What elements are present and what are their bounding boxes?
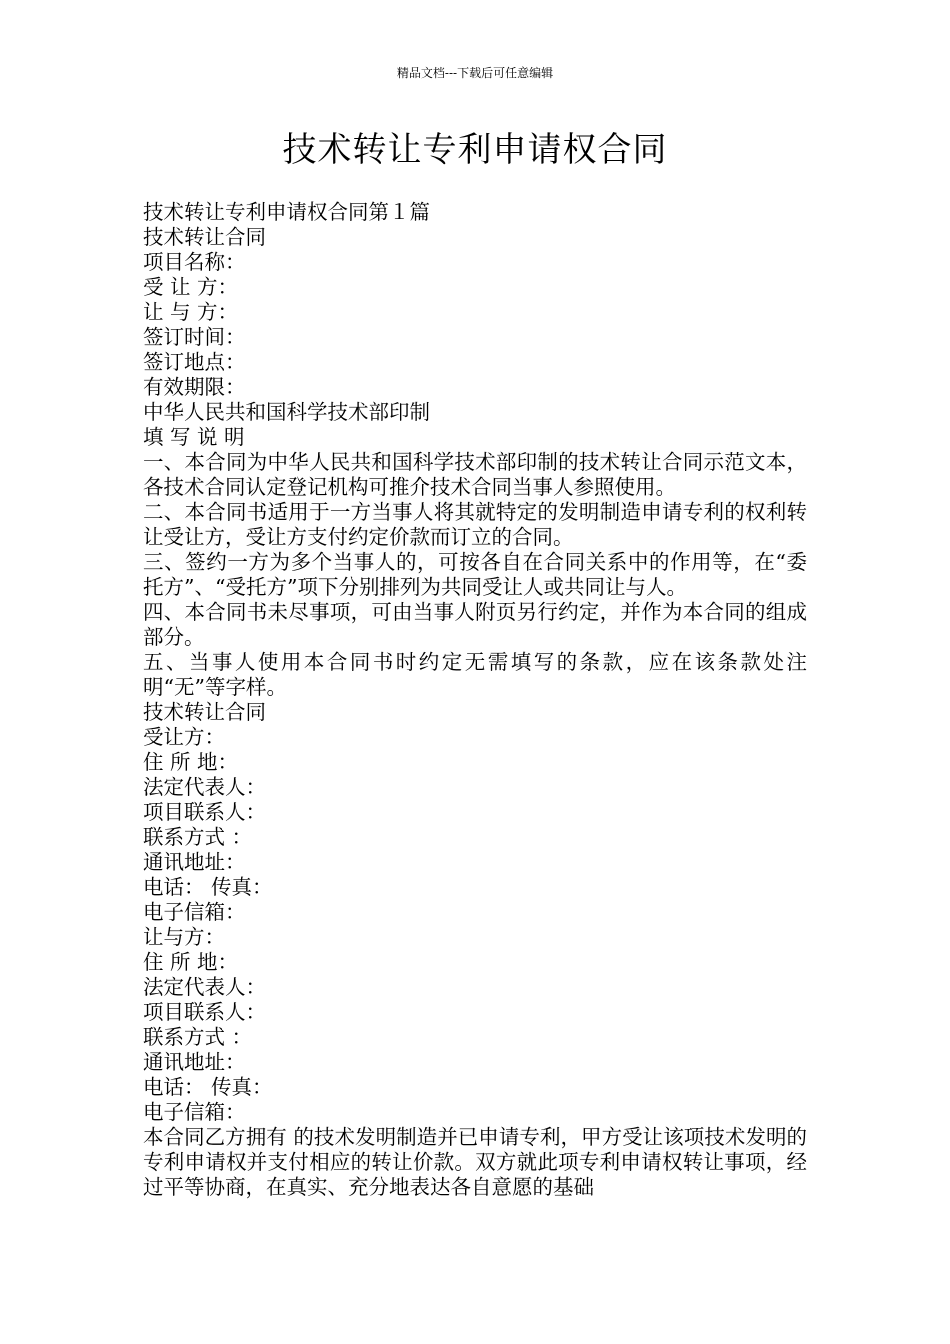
instruction-paragraph: 一、本合同为中华人民共和国科学技术部印制的技术转让合同示范文本，各技术合同认定登记机构可推介技术合同当事人参照使用。 <box>143 450 807 499</box>
cover-section <box>143 200 807 450</box>
text-line: 法定代表人： <box>143 975 266 999</box>
instructions-section <box>143 450 807 700</box>
page-header: 精品文档---下载后可任意编辑 <box>396 66 554 80</box>
text-line: 电话： 传真： <box>143 1075 273 1099</box>
closing-paragraph: 本合同乙方拥有 的技术发明制造并已申请专利，甲方受让该项技术发明的专利申请权并支付相应的转让价款。双方就此项专利申请权转让事项，经过平等协商，在真实、充分地表达各自意愿的基础 <box>143 1125 807 1199</box>
instruction-paragraph: 三、签约一方为多个当事人的，可按各自在合同关系中的作用等，在“委托方”、“受托方”项下分别排列为共同受让人或共同让与人。 <box>143 550 807 599</box>
text-line: 项目联系人： <box>143 1000 266 1024</box>
instruction-paragraph: 五、当事人使用本合同书时约定无需填写的条款，应在该条款处注明“无”等字样。 <box>143 650 807 699</box>
text-line: 让与方： <box>143 925 225 949</box>
text-line: 技术转让合同 <box>143 700 266 724</box>
parties-section <box>143 700 807 1125</box>
instruction-paragraph: 四、本合同书未尽事项，可由当事人附页另行约定，并作为本合同的组成部分。 <box>143 600 807 649</box>
text-line: 签订时间： <box>143 325 246 349</box>
text-line: 电子信箱： <box>143 900 246 924</box>
text-line: 项目联系人： <box>143 800 266 824</box>
text-line: 联系方式 ： <box>143 825 253 849</box>
document-title: 技术转让专利申请权合同 <box>282 130 668 170</box>
instruction-paragraph: 二、本合同书适用于一方当事人将其就特定的发明制造申请专利的权利转让受让方，受让方支付约定价款而订立的合同。 <box>143 500 807 549</box>
text-line: 有效期限： <box>143 375 246 399</box>
text-line: 受让方： <box>143 725 225 749</box>
text-line: 中华人民共和国科学技术部印制 <box>143 400 430 424</box>
text-line: 填 写 说 明 <box>143 425 245 449</box>
text-line: 电话： 传真： <box>143 875 273 899</box>
text-line: 电子信箱： <box>143 1100 246 1124</box>
text-line: 住 所 地： <box>143 750 239 774</box>
text-line: 法定代表人： <box>143 775 266 799</box>
text-line: 联系方式 ： <box>143 1025 253 1049</box>
text-line: 让 与 方： <box>143 300 239 324</box>
text-line: 项目名称： <box>143 250 246 274</box>
text-line: 通讯地址： <box>143 1050 246 1074</box>
text-line: 受 让 方： <box>143 275 239 299</box>
text-line: 签订地点： <box>143 350 246 374</box>
text-line: 技术转让合同 <box>143 225 266 249</box>
text-line: 通讯地址： <box>143 850 246 874</box>
document-body <box>143 200 807 1200</box>
text-line: 住 所 地： <box>143 950 239 974</box>
text-line: 技术转让专利申请权合同第１篇 <box>143 200 430 224</box>
